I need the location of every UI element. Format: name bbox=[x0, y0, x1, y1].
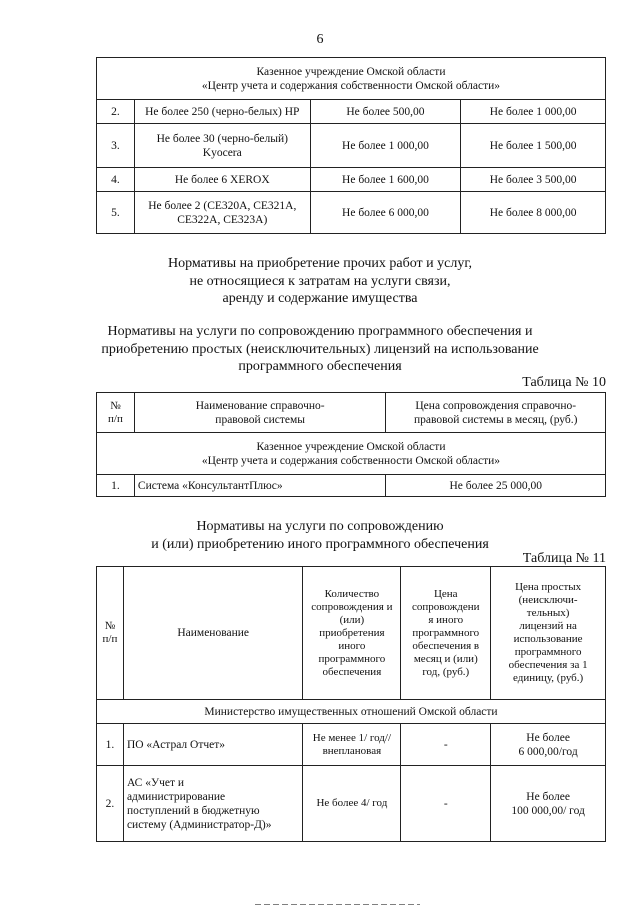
org-row: Казенное учреждение Омской области «Центр учета и содержания собственности Омской области» bbox=[97, 58, 606, 100]
row-value: - bbox=[401, 724, 491, 766]
row-value: Не более 3 500,00 bbox=[461, 168, 606, 192]
row-value: Не более 4/ год bbox=[303, 766, 401, 842]
row-value: Не более 1 500,00 bbox=[461, 124, 606, 168]
row-number: 2. bbox=[97, 100, 135, 124]
table-caption: Таблица № 11 bbox=[522, 551, 606, 566]
row-number: 3. bbox=[97, 124, 135, 168]
row-value: Не более 25 000,00 bbox=[386, 475, 606, 497]
header-cell: Наименование справочно- правовой системы bbox=[134, 393, 386, 433]
row-value: - bbox=[401, 766, 491, 842]
row-value: Не менее 1/ год// внеплановая bbox=[303, 724, 401, 766]
page-number: 6 bbox=[316, 32, 324, 47]
row-value: Не более 100 000,00/ год bbox=[491, 766, 606, 842]
row-value: Не более 1 000,00 bbox=[461, 100, 606, 124]
table-caption: Таблица № 10 bbox=[522, 375, 606, 390]
row-name: Не более 30 (черно-белый) Kyocera bbox=[134, 124, 310, 168]
row-number: 5. bbox=[97, 192, 135, 234]
header-cell: Цена сопровождени я иного программного обеспечения в месяц и (или) год, (руб.) bbox=[401, 567, 491, 700]
row-name: Не более 6 XEROX bbox=[134, 168, 310, 192]
row-name: Не более 250 (черно-белых) HP bbox=[134, 100, 310, 124]
scan-footer-artifact bbox=[0, 896, 640, 905]
org-row: Казенное учреждение Омской области «Центр учета и содержания собственности Омской области» bbox=[97, 433, 606, 475]
header-cell: Цена сопровождения справочно- правовой системы в месяц, (руб.) bbox=[386, 393, 606, 433]
row-value: Не более 6 000,00/год bbox=[491, 724, 606, 766]
org-row: Министерство имущественных отношений Омской области bbox=[97, 700, 606, 724]
legal-system-table bbox=[96, 392, 606, 497]
printer-norms-table bbox=[96, 57, 606, 234]
row-name: ПО «Астрал Отчет» bbox=[123, 724, 303, 766]
section-heading: Нормативы на услуги по сопровождению программного обеспечения и приобретению простых (неисключительных) лицензий на использование программного обеспечения bbox=[101, 324, 539, 374]
section-heading: Нормативы на приобретение прочих работ и услуг, не относящиеся к затратам на услуги связи, аренду и содержание имущества bbox=[168, 256, 472, 306]
header-cell: Количество сопровождения и (или) приобретения иного программного обеспечения bbox=[303, 567, 401, 700]
header-cell: № п/п bbox=[97, 567, 124, 700]
row-number: 1. bbox=[97, 724, 124, 766]
row-number: 2. bbox=[97, 766, 124, 842]
row-name: Не более 2 (CE320A, CE321A, CE322A, CE323A) bbox=[134, 192, 310, 234]
software-table bbox=[96, 566, 606, 842]
row-value: Не более 6 000,00 bbox=[310, 192, 461, 234]
row-name: Система «КонсультантПлюс» bbox=[134, 475, 386, 497]
row-value: Не более 500,00 bbox=[310, 100, 461, 124]
header-cell: Наименование bbox=[123, 567, 303, 700]
header-cell: Цена простых (неисключи- тельных) лицензий на использование программного обеспечения за 1 единицу, (руб.) bbox=[491, 567, 606, 700]
row-name: АС «Учет и администрирование поступлений в бюджетную систему (Администратор-Д)» bbox=[123, 766, 303, 842]
row-value: Не более 8 000,00 bbox=[461, 192, 606, 234]
row-value: Не более 1 600,00 bbox=[310, 168, 461, 192]
row-number: 1. bbox=[97, 475, 135, 497]
row-number: 4. bbox=[97, 168, 135, 192]
header-cell: № п/п bbox=[97, 393, 135, 433]
section-heading: Нормативы на услуги по сопровождению и (или) приобретению иного программного обеспечения bbox=[151, 519, 489, 552]
row-value: Не более 1 000,00 bbox=[310, 124, 461, 168]
